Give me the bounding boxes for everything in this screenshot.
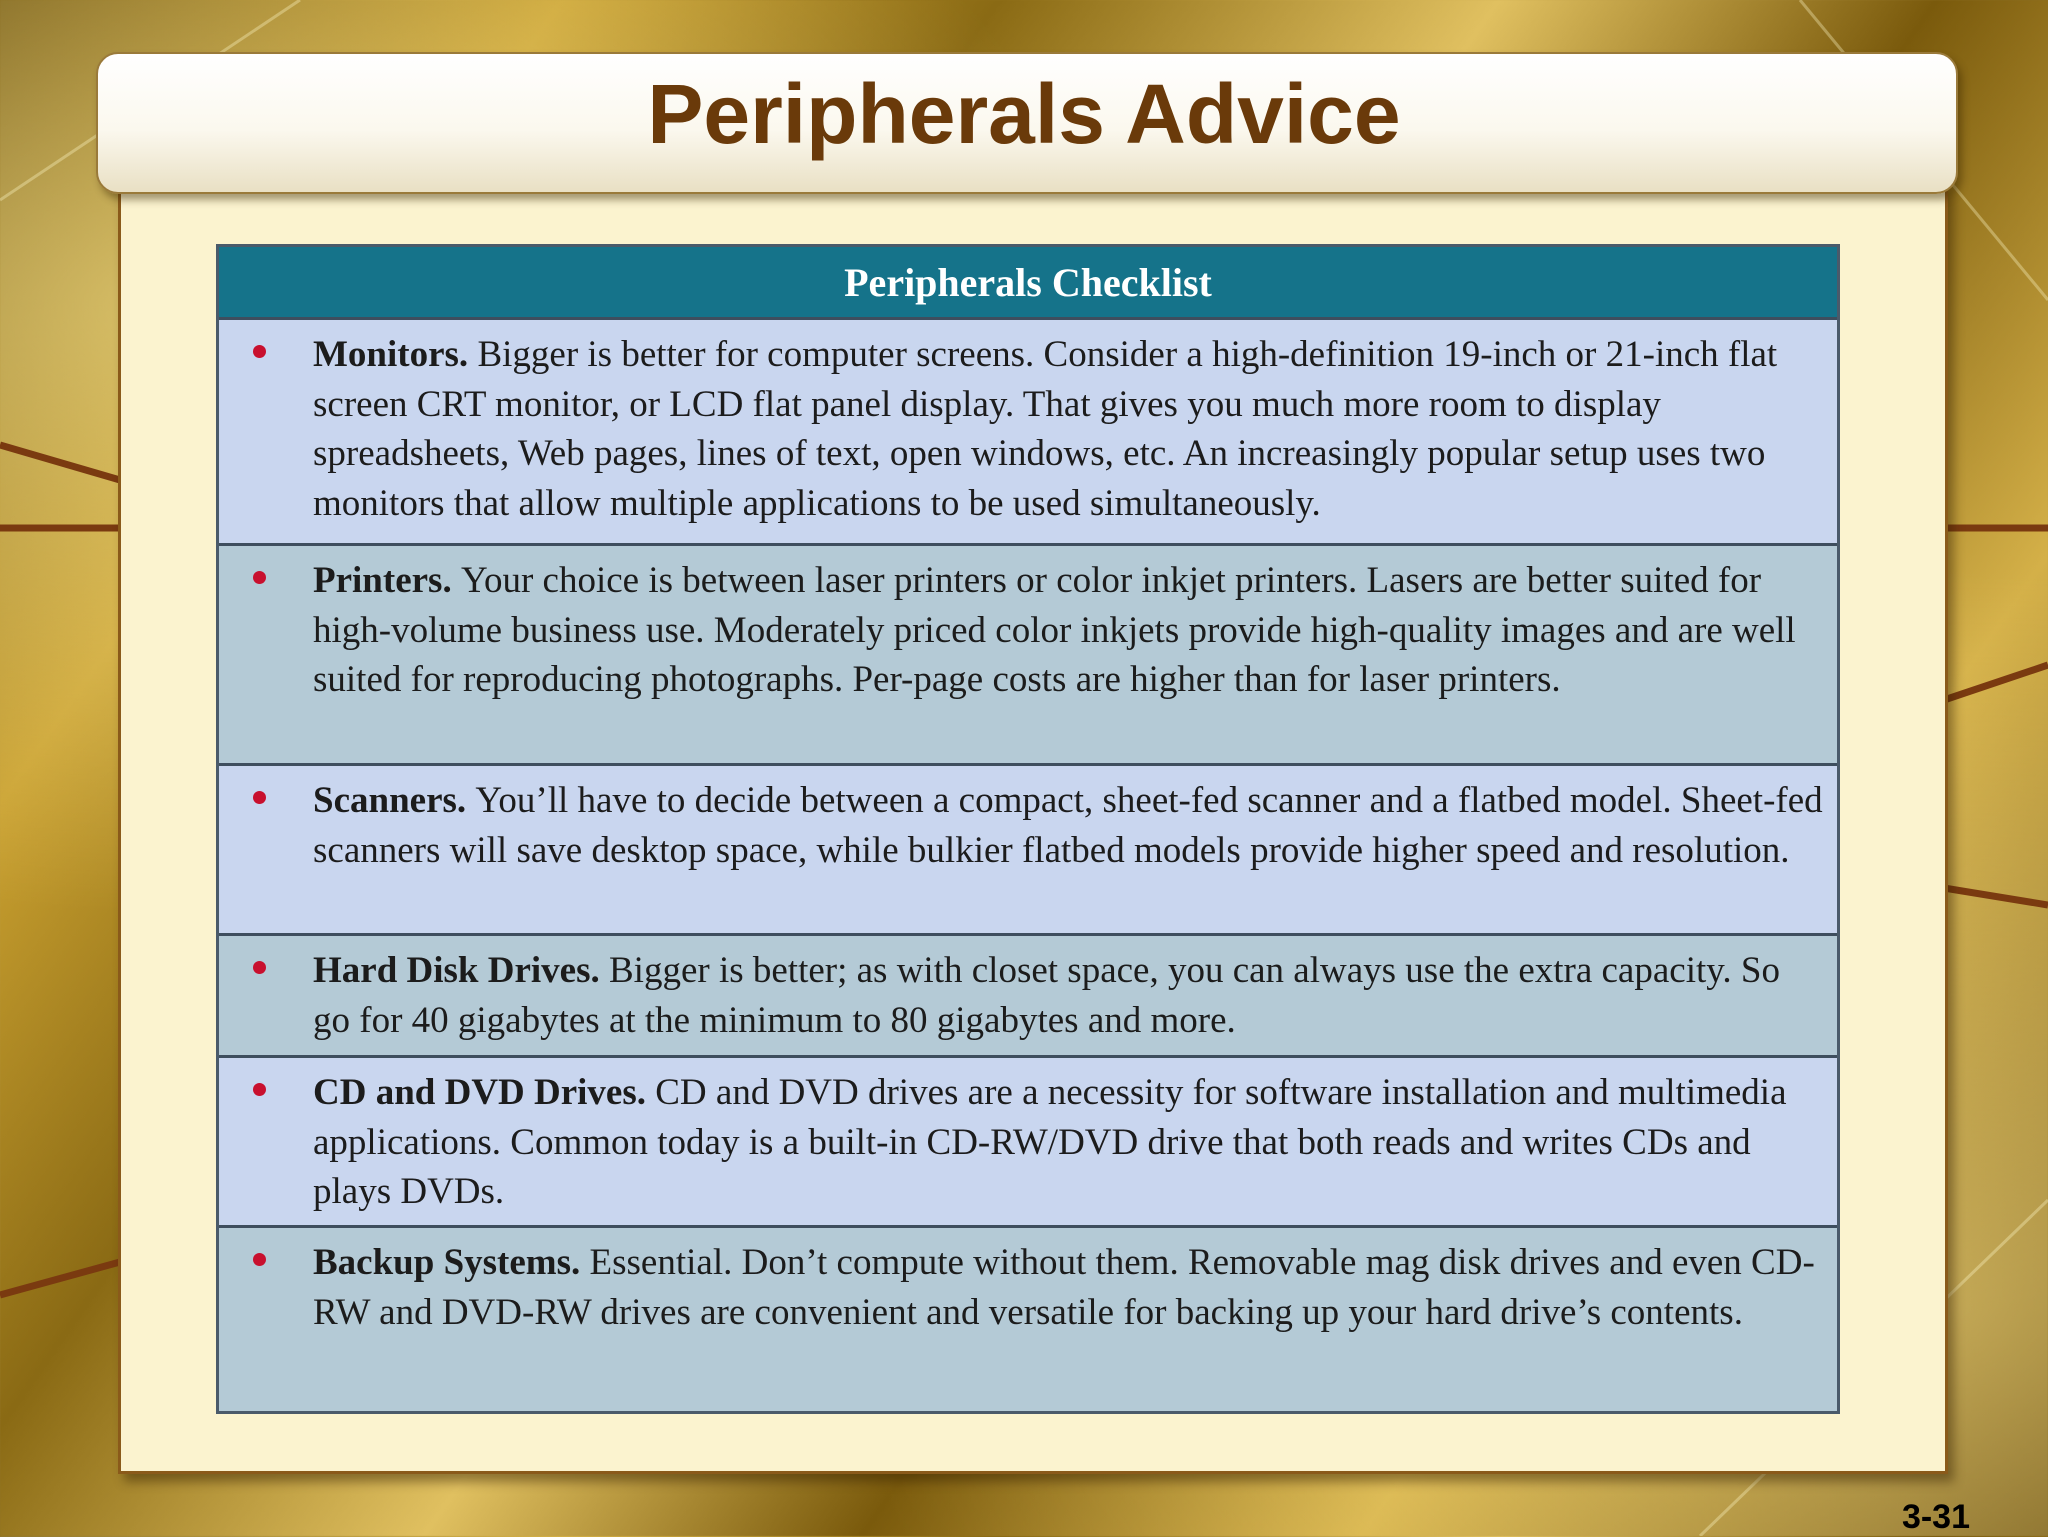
- item-text: CD and DVD drives are a necessity for software installation and multimedia applications. Common today is a built-in CD-RW/DVD drive that both reads and writes CDs and plays DVDs.: [313, 1072, 1787, 1212]
- item-term: Monitors.: [313, 334, 478, 375]
- bullet-icon: [253, 345, 266, 358]
- page-number: 3-31: [1901, 1498, 1970, 1536]
- item-text: Bigger is better; as with closet space, you can always use the extra capacity. So go for 40 gigabytes at the minimum to 80 gigabytes and more.: [313, 950, 1780, 1041]
- slide-title: Peripherals Advice: [647, 67, 1401, 161]
- checklist-item-printers: [219, 546, 1837, 766]
- item-text: Your choice is between laser printers or color inkjet printers. Lasers are better suited for high-volume business use. Moderately priced color inkjets provide high-quality images and are well suited for reproducing photographs. Per-page costs are higher than for laser printers.: [313, 560, 1796, 700]
- item-term: Hard Disk Drives.: [313, 950, 609, 991]
- checklist-header: Peripherals Checklist: [219, 247, 1837, 320]
- bullet-icon: [253, 571, 266, 584]
- item-text: You’ll have to decide between a compact, sheet-fed scanner and a flatbed model. Sheet-fed scanners will save desktop space, while bulkier flatbed models provide higher speed and resolution.: [313, 780, 1823, 871]
- checklist-item-scanners: [219, 766, 1837, 936]
- item-term: CD and DVD Drives.: [313, 1072, 656, 1113]
- item-term: Backup Systems.: [313, 1242, 590, 1283]
- checklist-item-cd-dvd-drives: [219, 1058, 1837, 1228]
- peripherals-checklist: [216, 244, 1840, 1414]
- item-term: Printers.: [313, 560, 461, 601]
- bullet-icon: [253, 961, 266, 974]
- checklist-item-hard-disk-drives: [219, 936, 1837, 1058]
- checklist-item-backup-systems: [219, 1228, 1837, 1411]
- item-term: Scanners.: [313, 780, 476, 821]
- bullet-icon: [253, 1083, 266, 1096]
- item-text: Bigger is better for computer screens. Consider a high-definition 19-inch or 21-inch flat screen CRT monitor, or LCD flat panel display. That gives you much more room to display spreadsheets, Web pages, lines of text, open windows, etc. An increasingly popular setup uses two monitors that allow multiple applications to be used simultaneously.: [313, 334, 1778, 524]
- bullet-icon: [253, 791, 266, 804]
- bullet-icon: [253, 1253, 266, 1266]
- checklist-item-monitors: [219, 320, 1837, 546]
- item-text: Essential. Don’t compute without them. Removable mag disk drives and even CD-RW and DVD-RW drives are convenient and versatile for backing up your hard drive’s contents.: [313, 1242, 1815, 1333]
